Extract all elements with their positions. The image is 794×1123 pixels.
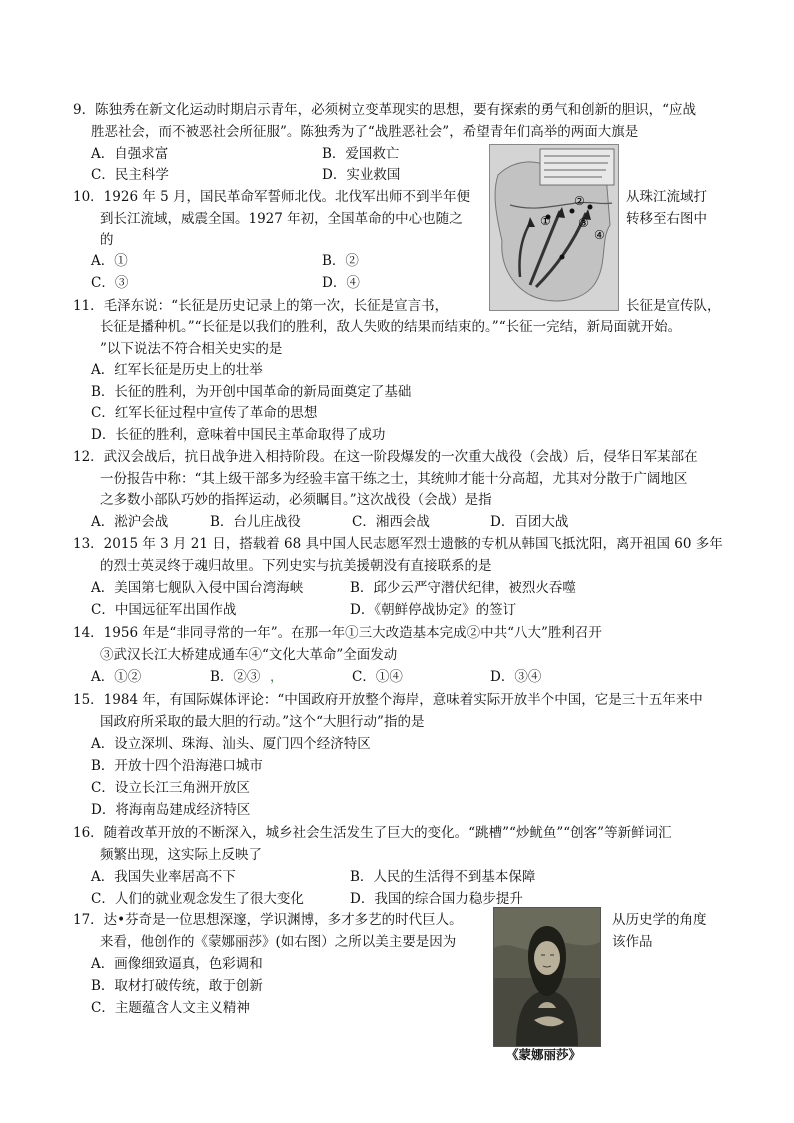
q10-stem-line2-right: 转移至右图中 xyxy=(626,211,707,227)
q14-option-a: A．①② xyxy=(91,669,142,685)
q16-option-c: C．人们的就业观念发生了很大变化 xyxy=(91,891,304,907)
q15-stem-line1: 15．1984 年，有国际媒体评论：“中国政府开放整个海岸，意味着实际开放半个中国，它是三十五年来中 xyxy=(73,692,703,708)
q9-option-d: D．实业救国 xyxy=(322,167,401,183)
q9-option-a: A．自强求富 xyxy=(91,146,169,162)
q9-stem-line1: 9．陈独秀在新文化运动时期启示青年，必须树立变革现实的思想，要有探索的勇气和创新的胆识，“应战 xyxy=(73,102,696,118)
q14-stem-line2: ③武汉长江大桥建成通车④“文化大革命”全面发动 xyxy=(100,647,398,663)
q11-stem-line1-right: 长征是宣传队， xyxy=(626,298,721,314)
q10-stem-line1-right: 从珠江流域打 xyxy=(626,189,707,205)
q10-option-d: D．④ xyxy=(322,275,360,291)
mona-lisa-caption: 《蒙娜丽莎》 xyxy=(506,1047,582,1062)
q9-option-b: B．爱国救亡 xyxy=(322,146,400,162)
q11-option-b: B．长征的胜利，为开创中国革命的新局面奠定了基础 xyxy=(91,384,412,400)
q12-stem-line2: 一份报告中称：“其上级干部多为经验丰富干练之士，其统帅才能十分高超，尤其对分散于广阔地区 xyxy=(100,471,688,487)
q16-option-a: A．我国失业率居高不下 xyxy=(91,869,236,885)
q10-option-c: C．③ xyxy=(91,275,129,291)
q13-option-b: B．邱少云严守潜伏纪律，被烈火吞噬 xyxy=(350,580,576,596)
q9-stem-line2: 胜恶社会，而不被恶社会所征服”。陈独秀为了“战胜恶社会”，希望青年们高举的两面大旗是 xyxy=(91,124,639,140)
q17-stem-line1: 17．达•芬奇是一位思想深邃，学识渊博，多才多艺的时代巨人。 xyxy=(73,912,463,928)
q16-option-d: D．我国的综合国力稳步提升 xyxy=(350,891,523,907)
map-label-1: ① xyxy=(540,214,551,228)
q11-option-d: D．长征的胜利，意味着中国民主革命取得了成功 xyxy=(91,427,386,443)
q12-option-c: C．湘西会战 xyxy=(352,514,430,530)
q14-option-c: C．①④ xyxy=(352,669,403,685)
q13-stem-line1: 13．2015 年 3 月 21 日，搭载着 68 具中国人民志愿军烈士遗骸的专机从韩国飞抵沈阳，离开祖国 60 多年 xyxy=(73,536,723,552)
mona-lisa-image xyxy=(493,907,601,1047)
q17-stem-line2-right: 该作品 xyxy=(612,934,653,950)
map-label-4: ④ xyxy=(594,228,605,242)
map-label-3: ③ xyxy=(578,216,589,230)
q15-option-c: C．设立长江三角洲开放区 xyxy=(91,780,250,796)
q11-stem-line3: ”以下说法不符合相关史实的是 xyxy=(100,341,283,357)
q17-stem-line2: 来看，他创作的《蒙娜丽莎》(如右图）之所以美主要是因为 xyxy=(100,934,457,950)
q12-stem-line1: 12．武汉会战后，抗日战争进入相持阶段。在这一阶段爆发的一次重大战役（会战）后，侵华日军某部在 xyxy=(73,449,698,465)
q12-option-a: A．淞沪会战 xyxy=(91,514,169,530)
q13-option-a: A．美国第七舰队入侵中国台湾海峡 xyxy=(91,580,304,596)
q16-stem-line2: 频繁出现，这实际上反映了 xyxy=(100,847,262,863)
q10-option-b: B．② xyxy=(322,253,359,269)
q17-stem-line1-right: 从历史学的角度 xyxy=(612,912,707,928)
q12-option-d: D．百团大战 xyxy=(490,514,569,530)
q10-option-a: A．① xyxy=(91,253,128,269)
q17-option-b: B．取材打破传统，敢于创新 xyxy=(91,978,263,994)
q15-option-d: D．将海南岛建成经济特区 xyxy=(91,802,251,818)
q11-option-c: C．红军长征过程中宣传了革命的思想 xyxy=(91,405,318,421)
q11-option-a: A．红军长征是历史上的壮举 xyxy=(91,362,263,378)
q15-stem-line2: 国政府所采取的最大胆的行动。”这个“大胆行动”指的是 xyxy=(100,714,425,730)
q10-stem-line2: 到长江流域，威震全国。1927 年初，全国革命的中心也随之 xyxy=(100,211,463,227)
q9-option-c: C．民主科学 xyxy=(91,167,169,183)
map-label-2: ② xyxy=(574,194,585,208)
q13-option-d: D．《朝鲜停战协定》的签订 xyxy=(350,602,517,618)
q15-option-b: B．开放十四个沿海港口城市 xyxy=(91,758,263,774)
q12-stem-line3: 之多数小部队巧妙的指挥运动，必须瞩目。”这次战役（会战）是指 xyxy=(100,492,492,508)
q15-option-a: A．设立深圳、珠海、汕头、厦门四个经济特区 xyxy=(91,736,371,752)
q17-option-a: A．画像细致逼真，色彩调和 xyxy=(91,956,263,972)
q17-option-c: C．主题蕴含人文主义精神 xyxy=(91,1000,250,1016)
q14-option-b: B．②③ xyxy=(210,669,261,685)
northern-expedition-map xyxy=(489,144,619,311)
q16-option-b: B．人民的生活得不到基本保障 xyxy=(350,869,536,885)
q12-option-b: B．台儿庄战役 xyxy=(210,514,301,530)
q13-stem-line2: 的烈士英灵终于魂归故里。下列史实与抗美援朝没有直接联系的是 xyxy=(100,558,492,574)
q10-stem-line3: 的 xyxy=(100,232,114,248)
q14-stray-mark: ， xyxy=(270,669,284,685)
q14-stem-line1: 14．1956 年是“非同寻常的一年”。在那一年①三大改造基本完成②中共“八大”胜利召开 xyxy=(73,625,602,641)
q11-stem-line2: 长征是播种机。”“长征是以我们的胜利，敌人失败的结果而结束的。”“长征一完结，新局面就开始。 xyxy=(100,319,682,335)
q13-option-c: C．中国远征军出国作战 xyxy=(91,602,237,618)
q11-stem-line1: 11．毛泽东说：“长征是历史记录上的第一次，长征是宣言书， xyxy=(73,298,449,314)
q14-option-d: D．③④ xyxy=(490,669,542,685)
q10-stem-line1: 10．1926 年 5 月，国民革命军誓师北伐。北伐军出师不到半年便 xyxy=(73,189,470,205)
q16-stem-line1: 16．随着改革开放的不断深入，城乡社会生活发生了巨大的变化。“跳槽”“炒鱿鱼”“创客”等新鲜词汇 xyxy=(73,825,672,841)
